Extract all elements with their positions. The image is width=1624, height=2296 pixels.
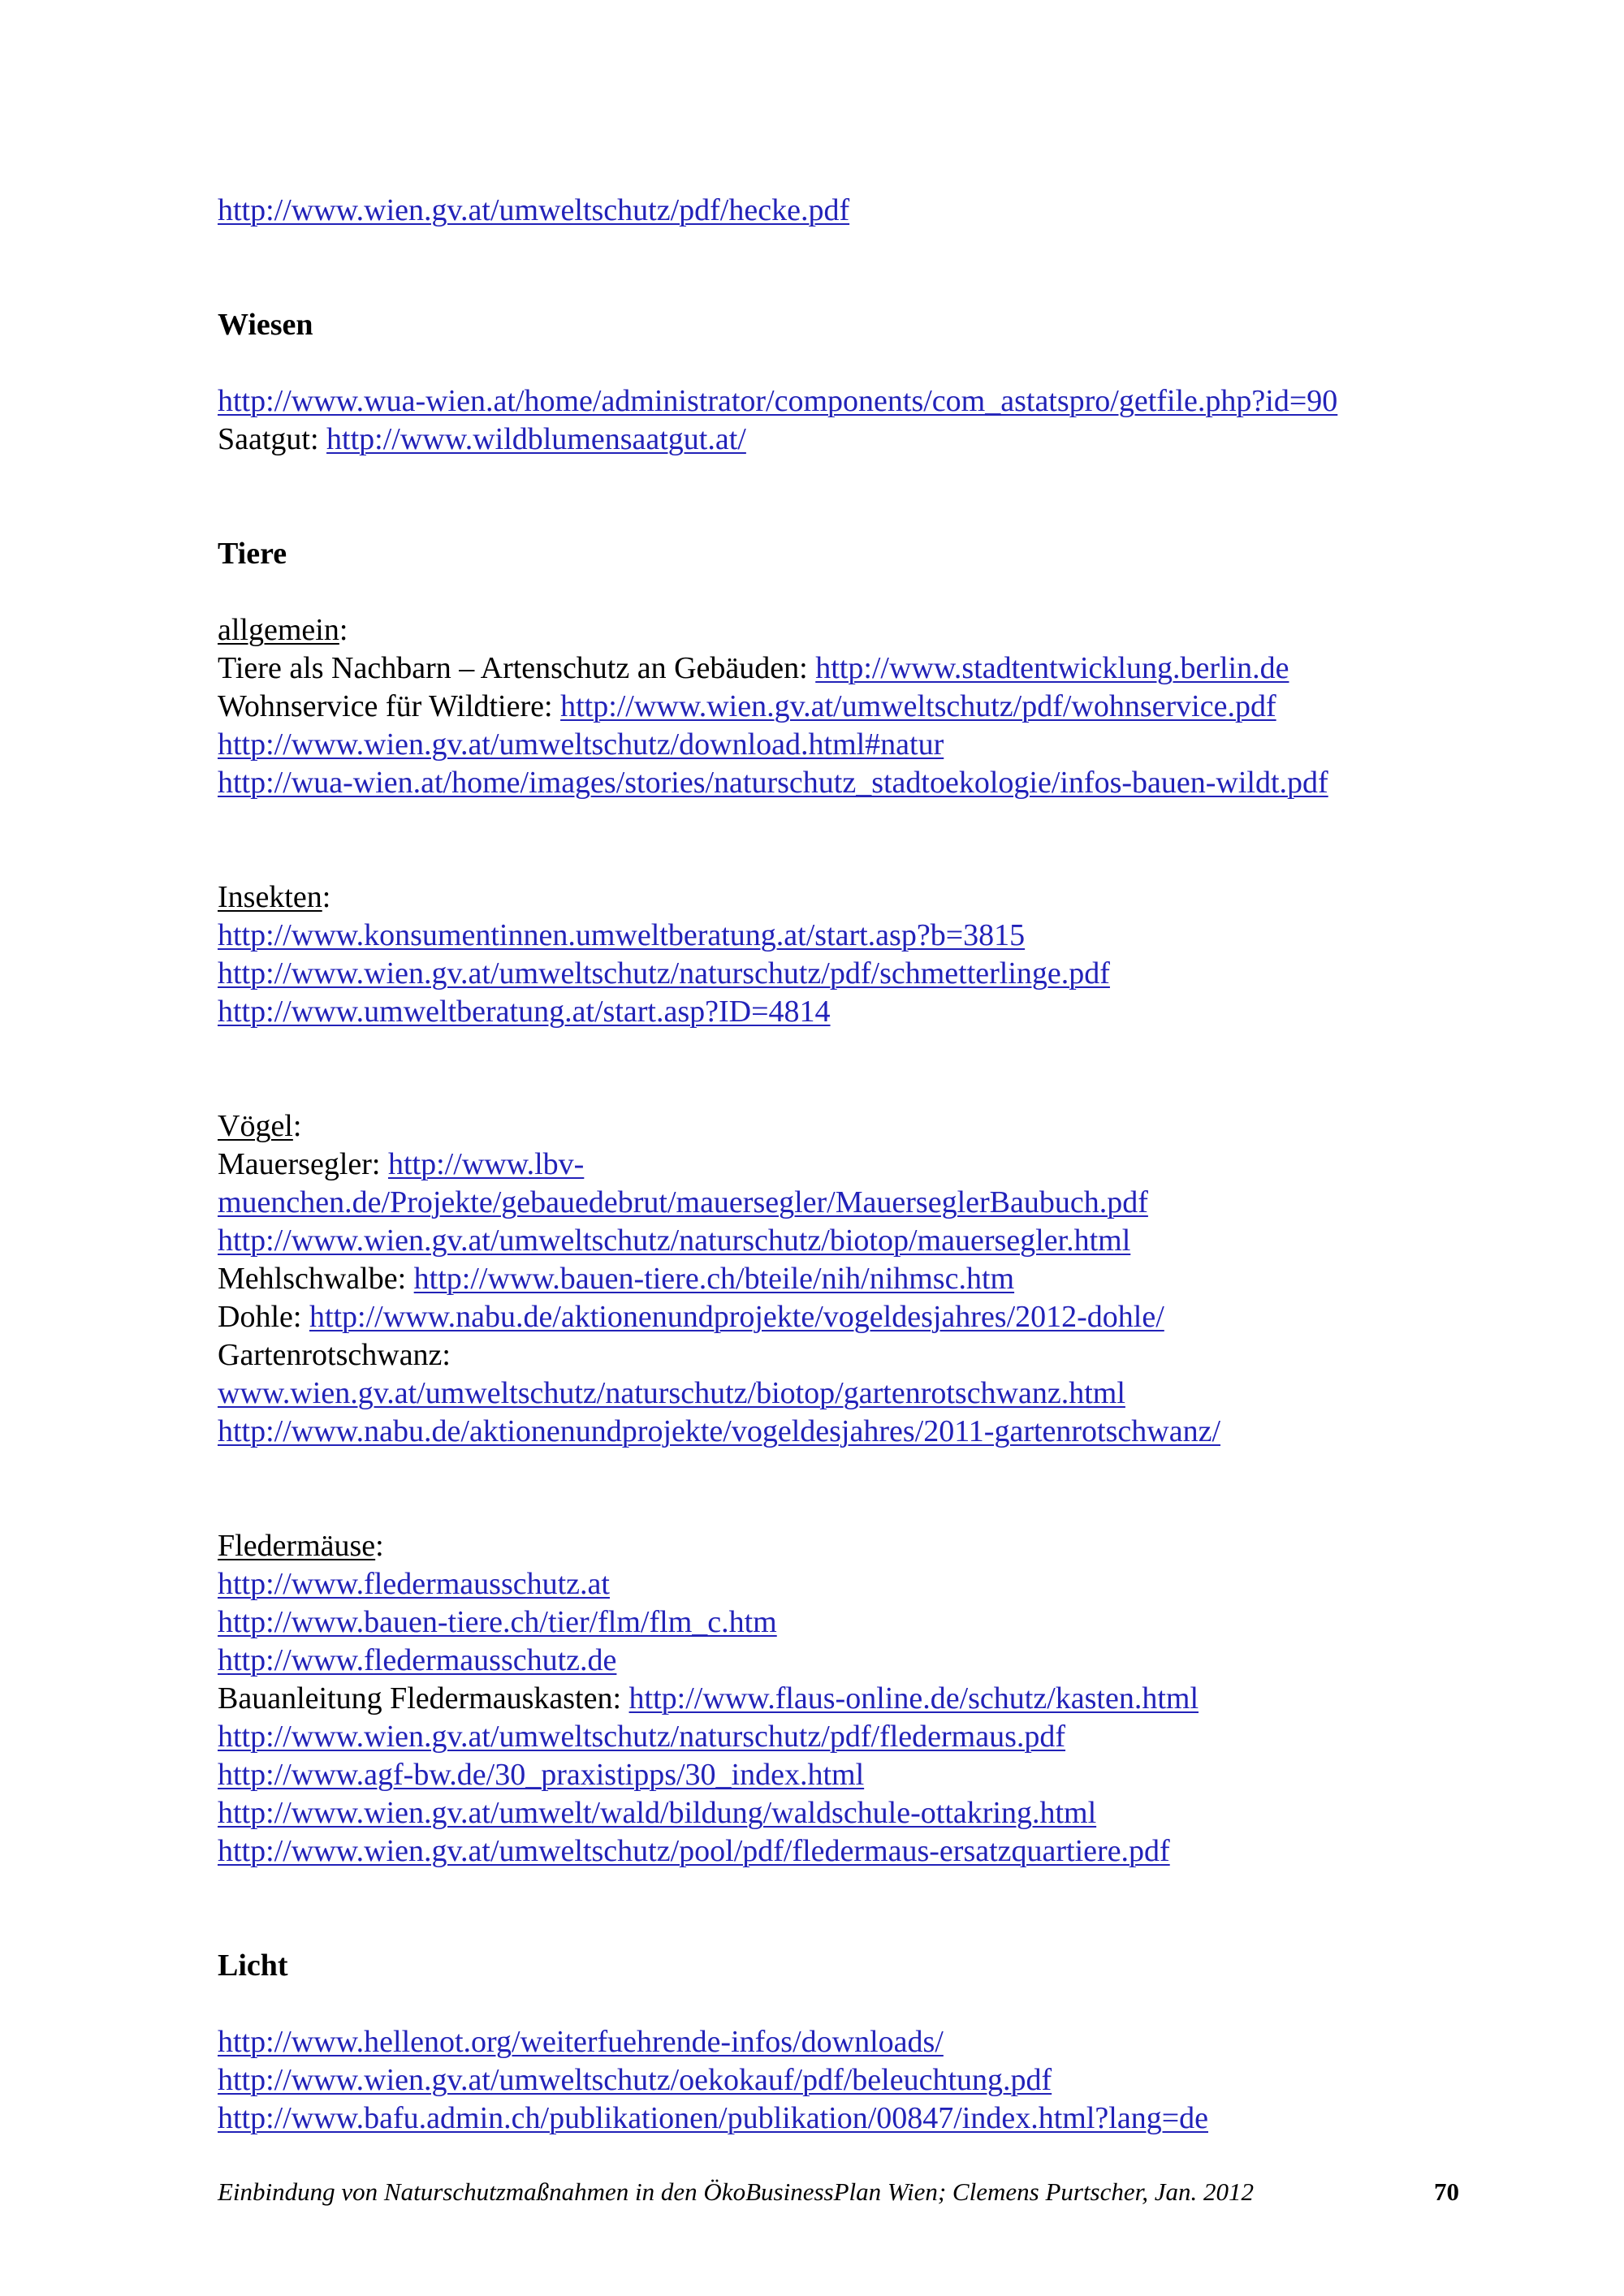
mauersegler-line-cont [218,1184,1484,1222]
fledermaeuse-colon: : [375,1529,384,1563]
saatgut-label: Saatgut: [218,422,327,456]
download-natur-link[interactable]: http://www.wien.gv.at/umweltschutz/download.html#natur [218,727,944,762]
konsumentinnen-link[interactable]: http://www.konsumentinnen.umweltberatung.at/start.asp?b=3815 [218,918,1026,952]
mauersegler-wien-link[interactable]: http://www.wien.gv.at/umweltschutz/naturschutz/biotop/mauersegler.html [218,1224,1131,1258]
lbv-link-part1[interactable]: http://www.lbv- [387,1147,585,1181]
wua-getfile-link[interactable]: http://www.wua-wien.at/home/administrator/components/com_astatspro/getfile.php?id=90 [218,384,1338,418]
wohnservice-link[interactable]: http://www.wien.gv.at/umweltschutz/pdf/wohnservice.pdf [560,689,1276,723]
saatgut-link[interactable]: http://www.wildblumensaatgut.at/ [326,422,746,456]
fledermaeuse-line [218,1527,1484,1565]
infos-bauen-line [218,764,1484,802]
dohle-link[interactable]: http://www.nabu.de/aktionenundprojekte/vogeldesjahres/2012-dohle/ [309,1300,1164,1334]
beleuchtung-link[interactable]: http://www.wien.gv.at/umweltschutz/oekokauf/pdf/beleuchtung.pdf [218,2063,1052,2097]
gartenrotschwanz-wien-line [218,1375,1484,1413]
page-number: 70 [1434,2177,1459,2206]
wohnservice-line [218,688,1484,726]
agf-bw-link[interactable]: http://www.agf-bw.de/30_praxistipps/30_index.html [218,1758,865,1792]
heading-licht: Licht [218,1949,288,1983]
page-footer: Einbindung von Naturschutzmaßnahmen in den ÖkoBusinessPlan Wien; Clemens Purtscher, Jan. 2012 [218,2177,1255,2206]
voegel-colon: : [292,1109,302,1143]
voegel-line [218,1107,1484,1146]
fledermaeuse-link-line [218,1718,1484,1756]
allgemein-colon: : [339,613,348,647]
gartenrotschwanz-text: Gartenrotschwanz: [218,1338,451,1372]
flaus-online-link[interactable]: http://www.flaus-online.de/schutz/kasten.html [628,1681,1199,1716]
insekten-label: Insekten [218,880,322,914]
umweltberatung-link[interactable]: http://www.umweltberatung.at/start.asp?ID=4814 [218,995,831,1029]
fledermaeuse-link-line [218,1603,1484,1642]
fledermaeuse-label: Fledermäuse [218,1529,376,1563]
gartenrotschwanz-wien-link[interactable]: www.wien.gv.at/umweltschutz/naturschutz/biotop/gartenrotschwanz.html [218,1376,1125,1410]
nachbarn-text: Tiere als Nachbarn – Artenschutz an Gebäuden: [218,651,816,685]
ersatzquartiere-link[interactable]: http://www.wien.gv.at/umweltschutz/pool/pdf/fledermaus-ersatzquartiere.pdf [218,1834,1170,1868]
bauanleitung-line [218,1680,1484,1718]
stadtentwicklung-link[interactable]: http://www.stadtentwicklung.berlin.de [815,651,1289,685]
allgemein-label: allgemein [218,613,339,647]
nachbarn-line [218,650,1484,688]
insekten-link-line [218,993,1484,1031]
hellenot-link[interactable]: http://www.hellenot.org/weiterfuehrende-infos/downloads/ [218,2025,944,2059]
fledermaeuse-link-line [218,1794,1484,1832]
schmetterlinge-link[interactable]: http://www.wien.gv.at/umweltschutz/naturschutz/pdf/schmetterlinge.pdf [218,956,1110,990]
hecke-link[interactable]: http://www.wien.gv.at/umweltschutz/pdf/hecke.pdf [218,193,850,227]
waldschule-ottakring-link[interactable]: http://www.wien.gv.at/umwelt/wald/bildung/waldschule-ottakring.html [218,1796,1097,1830]
insekten-line [218,878,1484,917]
infos-bauen-wildt-link[interactable]: http://wua-wien.at/home/images/stories/naturschutz_stadtoekologie/infos-bauen-wildt.pdf [218,766,1328,800]
fledermaeuse-link-line [218,1642,1484,1680]
wiesen-link-line [218,382,1484,421]
fledermausschutz-de-link[interactable]: http://www.fledermausschutz.de [218,1643,617,1677]
dohle-text: Dohle: [218,1300,309,1334]
mehlschwalbe-text: Mehlschwalbe: [218,1262,414,1296]
mauersegler-line [218,1146,1484,1184]
fledermausschutz-at-link[interactable]: http://www.fledermausschutz.at [218,1567,610,1601]
mauersegler-text: Mauersegler: [218,1147,388,1181]
dohle-line [218,1298,1484,1336]
gartenrotschwanz-nabu-line [218,1413,1484,1451]
lbv-link-part2[interactable]: muenchen.de/Projekte/gebauedebrut/mauersegler/MauerseglerBaubuch.pdf [218,1185,1148,1219]
insekten-link-line [218,955,1484,993]
page-content [218,192,1484,2138]
fledermaus-pdf-link[interactable]: http://www.wien.gv.at/umweltschutz/naturschutz/pdf/fledermaus.pdf [218,1720,1066,1754]
fledermaeuse-link-line [218,1756,1484,1794]
gartenrotschwanz-nabu-link[interactable]: http://www.nabu.de/aktionenundprojekte/vogeldesjahres/2011-gartenrotschwanz/ [218,1414,1220,1448]
wohnservice-text: Wohnservice für Wildtiere: [218,689,561,723]
mehlschwalbe-line [218,1260,1484,1298]
bauen-tiere-flm-link[interactable]: http://www.bauen-tiere.ch/tier/flm/flm_c.htm [218,1605,777,1639]
mauersegler-wien-line [218,1222,1484,1260]
fledermaeuse-link-line [218,1832,1484,1871]
insekten-colon: : [322,880,331,914]
heading-wiesen: Wiesen [218,308,313,342]
heading-tiere: Tiere [218,537,287,571]
licht-link-line [218,2023,1484,2061]
licht-link-line [218,2100,1484,2138]
fledermaeuse-link-line [218,1565,1484,1603]
bauanleitung-text: Bauanleitung Fledermauskasten: [218,1681,629,1716]
download-natur-line [218,726,1484,764]
licht-link-line [218,2061,1484,2100]
saatgut-line [218,421,1484,459]
top-link-line [218,192,1484,230]
voegel-label: Vögel [218,1109,293,1143]
bafu-link[interactable]: http://www.bafu.admin.ch/publikationen/publikation/00847/index.html?lang=de [218,2101,1208,2135]
gartenrotschwanz-line [218,1336,1484,1375]
insekten-link-line [218,917,1484,955]
allgemein-line [218,611,1484,650]
mehlschwalbe-link[interactable]: http://www.bauen-tiere.ch/bteile/nih/nihmsc.htm [413,1262,1015,1296]
